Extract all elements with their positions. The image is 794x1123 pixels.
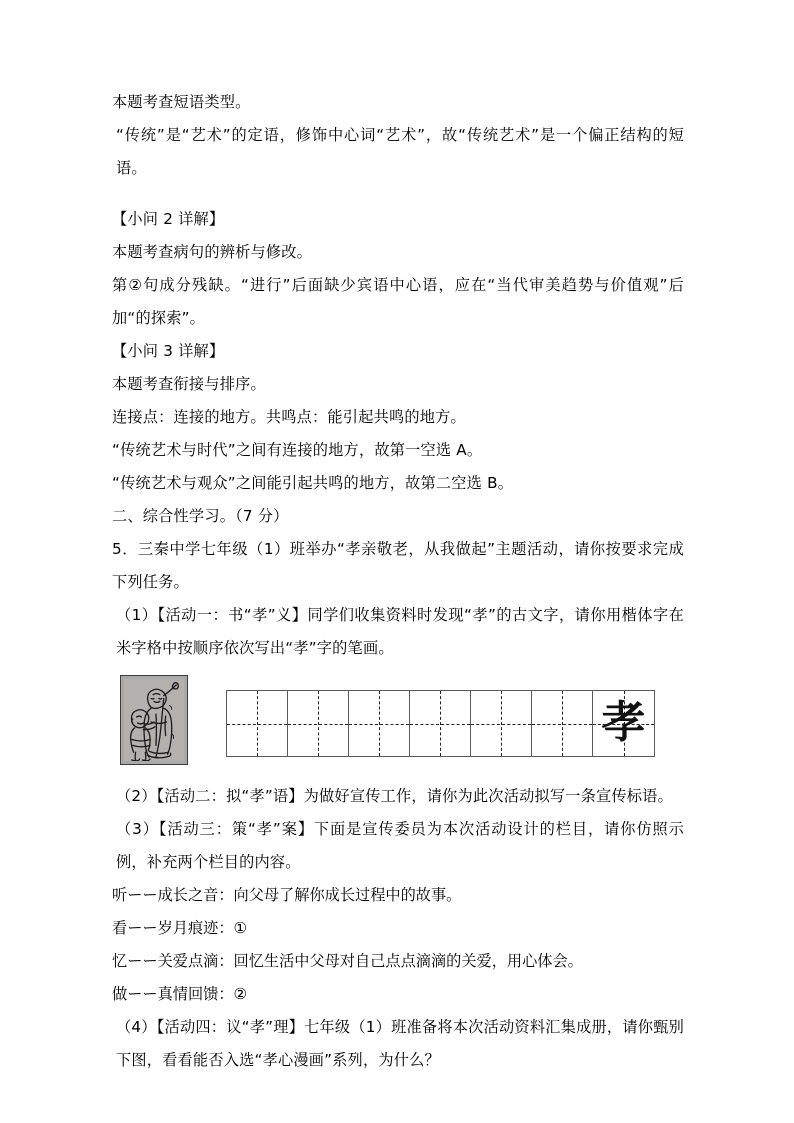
paragraph: 本题考查短语类型。 <box>112 93 251 111</box>
paragraph: “传统”是“艺术”的定语，修饰中心词“艺术”，故“传统艺术”是一个偏正结构的短语。 <box>116 126 684 177</box>
paragraph: 连接点：连接的地方。共鸣点：能引起共鸣的地方。 <box>112 408 466 426</box>
grid-cell[interactable] <box>410 691 471 756</box>
paragraph: 本题考查病句的辨析与修改。 <box>112 243 313 261</box>
grid-cell[interactable] <box>471 691 532 756</box>
activity-figure-row <box>112 674 684 778</box>
grid-cell-glyph <box>410 691 470 756</box>
paragraph: 本题考查衔接与排序。 <box>112 375 266 393</box>
question-5-part-2: （2）【活动二：拟“孝”语】为做好宣传工作，请你为此次活动拟写一条宣传标语。 <box>116 787 673 805</box>
question-5: 5．三秦中学七年级（1）班举办“孝亲敬老，从我做起”主题活动，请你按要求完成下列任务。 <box>112 540 684 591</box>
grid-cell-glyph <box>532 691 592 756</box>
paragraph: 第②句成分残缺。“进行”后面缺少宾语中心语，应在“当代审美趋势与价值观”后加“的探索”。 <box>112 276 684 327</box>
illustration-canvas <box>124 679 184 761</box>
grid-cell-glyph <box>349 691 409 756</box>
grid-cell-glyph: 孝 <box>601 696 646 748</box>
ancient-character-illustration <box>120 675 188 765</box>
grid-cell[interactable] <box>532 691 593 756</box>
grid-cell[interactable] <box>288 691 349 756</box>
question-5-part-4: （4）【活动四：议“孝”理】七年级（1）班准备将本次活动资料汇集成册，请你甄别下图，看看能否入选“孝心漫画”系列，为什么？ <box>116 1018 684 1069</box>
activity-item-listen: 听ーー成长之音：向父母了解你成长过程中的故事。 <box>112 886 462 904</box>
elder-and-child-drawing <box>124 679 184 761</box>
mizige-practice-grid <box>226 690 655 757</box>
heading-sub-question-3: 【小问 3 详解】 <box>112 342 225 360</box>
section-heading: 二、综合性学习。（7 分） <box>112 507 289 525</box>
question-5-part-3: （3）【活动三：策“孝”案】下面是宣传委员为本次活动设计的栏目，请你仿照示例，补充两个栏目的内容。 <box>116 820 684 871</box>
grid-cell[interactable] <box>349 691 410 756</box>
grid-cell-filled[interactable] <box>593 691 654 756</box>
document-body <box>112 86 684 1077</box>
activity-item-look: 看ーー岁月痕迹：① <box>112 919 248 937</box>
heading-sub-question-2: 【小问 2 详解】 <box>112 210 225 228</box>
grid-cell-glyph <box>288 691 348 756</box>
activity-item-recall: 忆ーー关爱点滴：回忆生活中父母对自己点点滴滴的关爱，用心体会。 <box>112 952 583 970</box>
grid-cell-glyph <box>471 691 531 756</box>
paragraph: “传统艺术与时代”之间有连接的地方，故第一空选 A。 <box>112 441 483 459</box>
grid-cell-glyph <box>227 691 287 756</box>
activity-item-do: 做ーー真情回馈：② <box>112 985 248 1003</box>
paragraph-spacer <box>112 185 684 203</box>
grid-cell[interactable] <box>227 691 288 756</box>
question-5-part-1: （1）【活动一：书“孝”义】同学们收集资料时发现“孝”的古文字，请你用楷体字在米字格中按顺序依次写出“孝”字的笔画。 <box>116 606 684 657</box>
paragraph: “传统艺术与观众”之间能引起共鸣的地方，故第二空选 B。 <box>112 474 514 492</box>
